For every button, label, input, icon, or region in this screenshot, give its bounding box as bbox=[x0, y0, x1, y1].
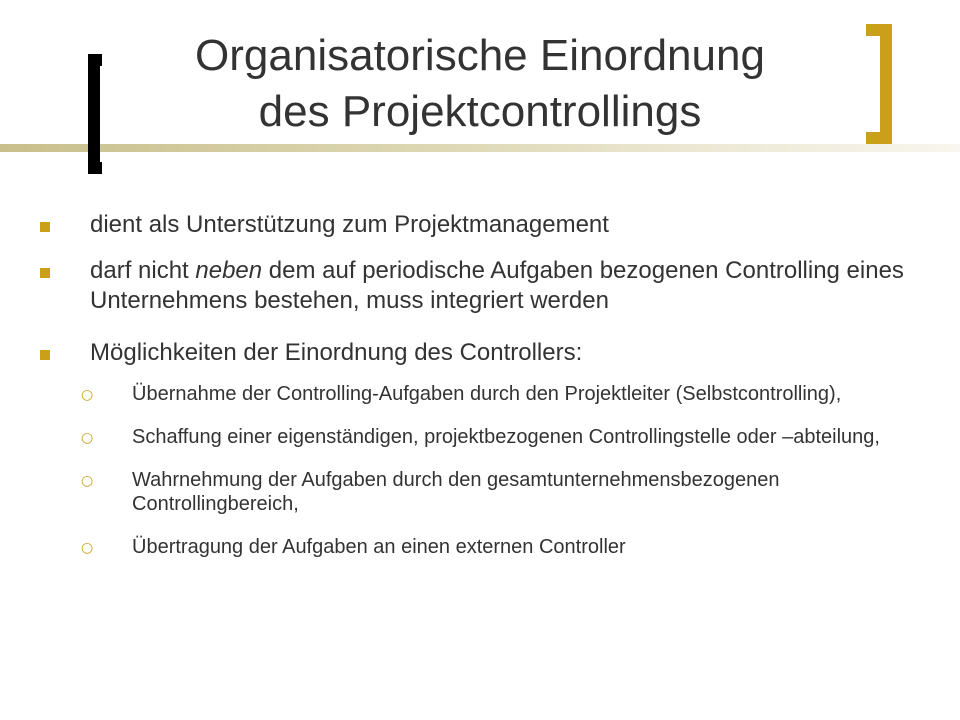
bullet-text: Möglichkeiten der Einordnung des Controllers: bbox=[90, 339, 583, 366]
square-bullet-icon bbox=[40, 222, 50, 232]
bullet-item bbox=[36, 210, 936, 240]
sub-bullet-item bbox=[36, 382, 936, 406]
sub-bullet-item bbox=[36, 468, 936, 516]
bullet-text-pre: darf nicht bbox=[90, 257, 196, 284]
bullet-text-post: dem auf periodische Aufgaben bezogenen Controlling eines Unternehmens bestehen, muss integriert werden bbox=[90, 257, 904, 314]
slide-title bbox=[110, 28, 850, 140]
sub-bullet-item bbox=[36, 425, 936, 449]
title-line-1: Organisatorische Einordnung bbox=[195, 31, 765, 80]
bullet-item bbox=[36, 338, 936, 368]
decorative-line bbox=[0, 144, 960, 152]
square-bullet-icon bbox=[40, 350, 50, 360]
circle-bullet-icon: ○ bbox=[81, 430, 94, 446]
sub-bullet-text: Übernahme der Controlling-Aufgaben durch den Projektleiter (Selbstcontrolling), bbox=[132, 383, 842, 405]
square-bullet-icon bbox=[40, 268, 50, 278]
sub-bullet-text: Schaffung einer eigenständigen, projektbezogenen Controllingstelle oder –abteilung, bbox=[132, 426, 880, 448]
bullet-text: dient als Unterstützung zum Projektmanagement bbox=[90, 211, 609, 238]
bullet-text-emphasis: neben bbox=[195, 257, 263, 284]
slide-content bbox=[36, 210, 936, 578]
left-bracket-decoration bbox=[88, 54, 102, 174]
title-line-2: des Projektcontrollings bbox=[258, 87, 702, 136]
circle-bullet-icon: ○ bbox=[81, 540, 94, 556]
circle-bullet-icon: ○ bbox=[81, 473, 94, 489]
sub-bullet-text: Übertragung der Aufgaben an einen externen Controller bbox=[132, 536, 626, 558]
sub-bullet-item bbox=[36, 535, 936, 559]
sub-bullet-text: Wahrnehmung der Aufgaben durch den gesamtunternehmensbezogenen Controllingbereich, bbox=[132, 469, 780, 515]
right-bracket-decoration bbox=[866, 24, 892, 144]
bullet-item bbox=[36, 256, 936, 316]
circle-bullet-icon: ○ bbox=[81, 387, 94, 403]
